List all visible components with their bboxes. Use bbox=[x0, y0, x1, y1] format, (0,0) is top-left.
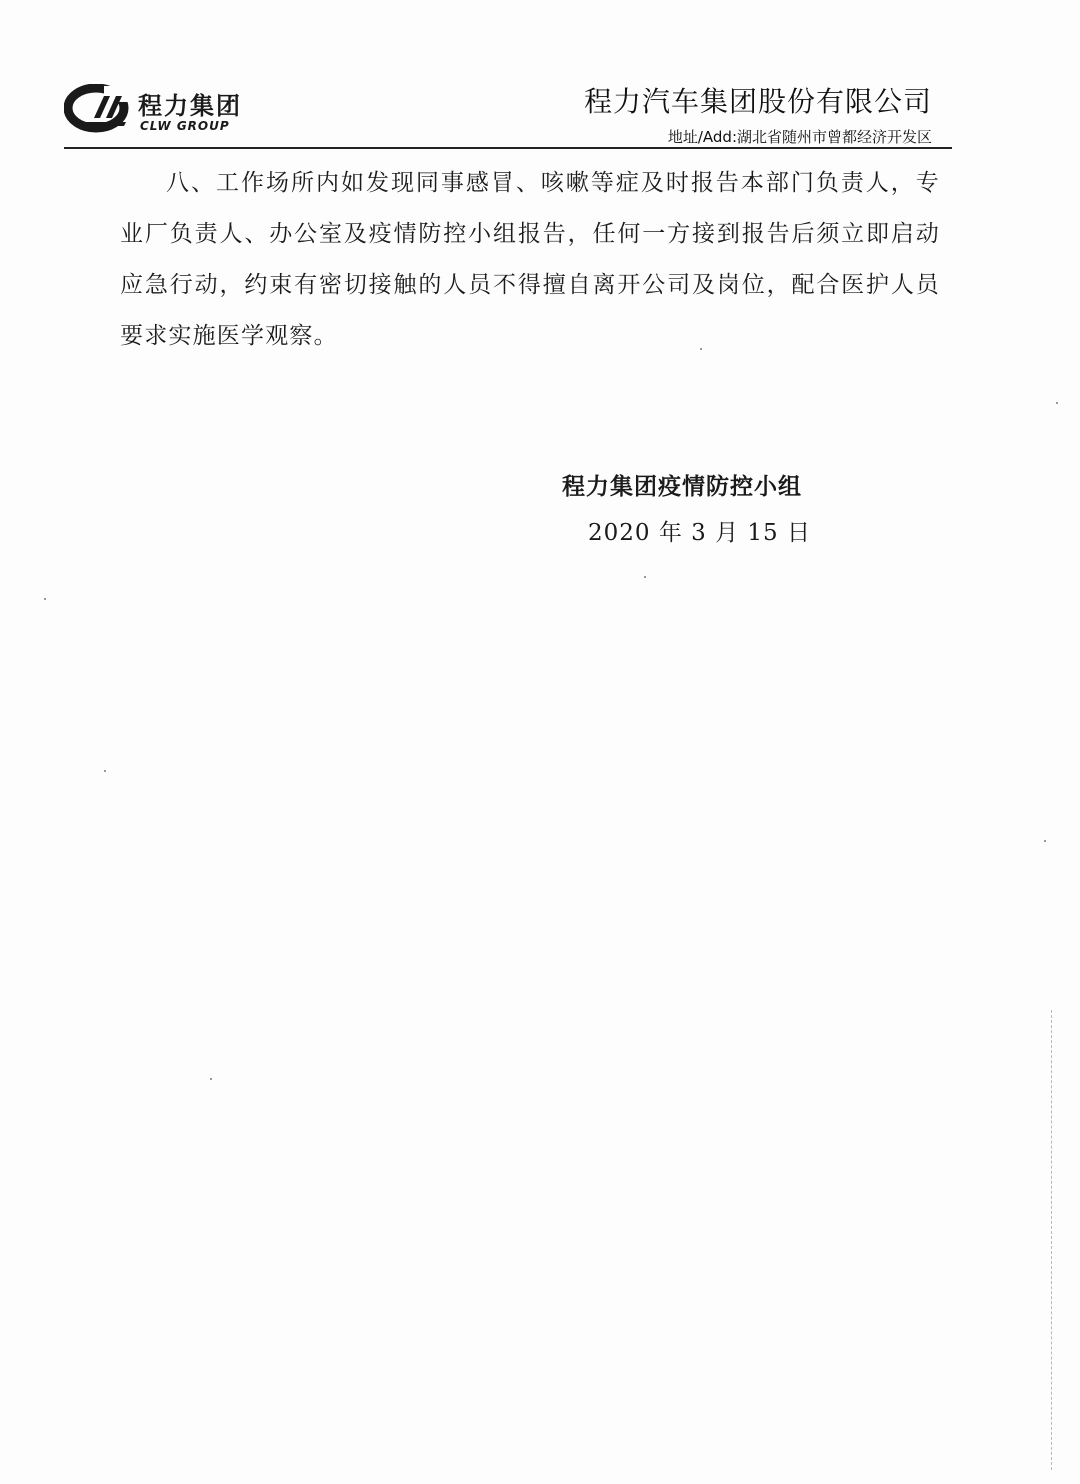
logo-cn-text: 程力集团 bbox=[138, 92, 242, 120]
company-name: 程力汽车集团股份有限公司 bbox=[583, 85, 932, 118]
clw-logo-icon bbox=[64, 84, 284, 138]
scan-speck bbox=[1044, 840, 1046, 842]
body-paragraph: 八、工作场所内如发现同事感冒、咳嗽等症及时报告本部门负责人，专业厂负责人、办公室及疫情防控小组报告，任何一方接到报告后须立即启动应急行动，约束有密切接触的人员不得擅自离开公司及岗位，配合医护人员要求实施医学观察。 bbox=[120, 170, 940, 349]
company-address: 地址/Add:湖北省随州市曾都经济开发区 bbox=[667, 128, 932, 146]
scan-speck bbox=[44, 598, 46, 600]
clw-logo bbox=[64, 84, 284, 138]
scan-speck bbox=[104, 770, 106, 772]
date: 2020 年 3 月 15 日 bbox=[588, 520, 811, 546]
scan-speck bbox=[210, 1078, 212, 1080]
scan-speck bbox=[644, 576, 646, 578]
scan-edge-mark bbox=[1050, 1010, 1052, 1470]
header-divider bbox=[64, 147, 952, 149]
signature: 程力集团疫情防控小组 bbox=[562, 473, 802, 500]
scan-speck bbox=[1056, 402, 1058, 404]
scan-speck bbox=[700, 348, 702, 350]
logo-en-text: CLW GROUP bbox=[140, 119, 230, 133]
